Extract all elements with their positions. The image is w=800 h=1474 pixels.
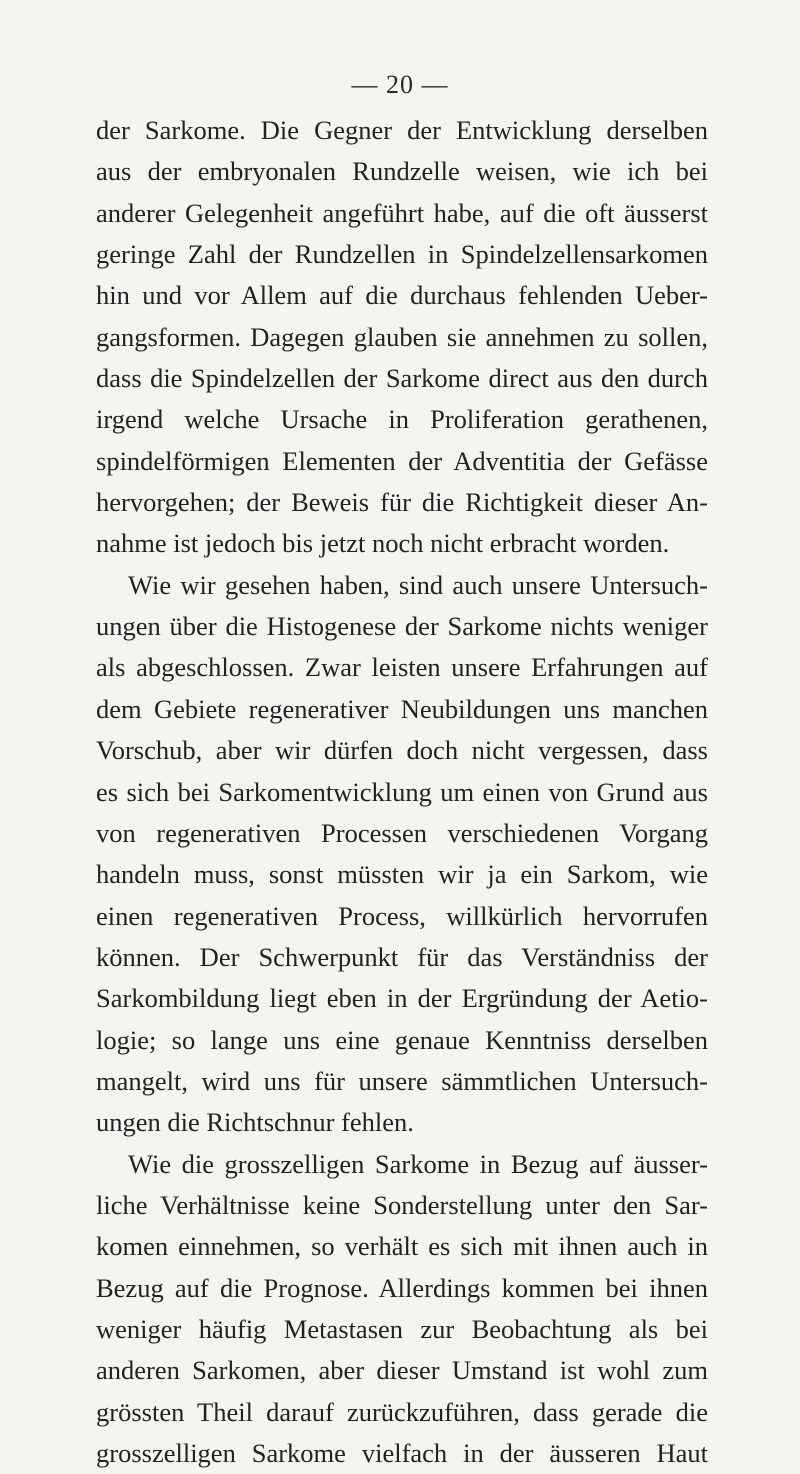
text-line: weniger häufig Metastasen zur Beobachtung als bei xyxy=(96,1313,708,1344)
text-line: spindelförmigen Elementen der Adventitia der Gefässe xyxy=(96,445,708,476)
text-line: dass die Spindelzellen der Sarkome direct aus den durch xyxy=(96,363,708,394)
text-line: ungen über die Histogenese der Sarkome nichts weniger xyxy=(96,611,708,642)
text-line: grosszelligen Sarkome vielfach in der äusseren Haut xyxy=(96,1438,708,1468)
text-line: handeln muss, sonst müssten wir ja ein Sarkom, wie xyxy=(96,859,708,890)
text-line: nahme ist jedoch bis jetzt noch nicht erbracht worden. xyxy=(96,528,670,559)
text-line: hervorgehen; der Beweis für die Richtigkeit dieser An- xyxy=(96,487,708,518)
text-line: anderen Sarkomen, aber dieser Umstand ist wohl zum xyxy=(96,1355,708,1386)
text-line: Bezug auf die Prognose. Allerdings kommen bei ihnen xyxy=(96,1272,708,1303)
text-line: einen regenerativen Process, willkürlich hervorrufen xyxy=(96,900,708,931)
text-line: können. Der Schwerpunkt für das Verständniss der xyxy=(96,941,708,972)
text-line: von regenerativen Processen verschiedenen Vorgang xyxy=(96,817,708,848)
text-line: Vorschub, aber wir dürfen doch nicht vergessen, dass xyxy=(96,735,708,766)
paragraph-start-line: Wie die grosszelligen Sarkome in Bezug auf äusser- xyxy=(128,1148,708,1179)
text-line: ungen die Richtschnur fehlen. xyxy=(96,1107,414,1138)
text-line: liche Verhältnisse keine Sonderstellung unter den Sar- xyxy=(96,1189,708,1220)
text-line: der Sarkome. Die Gegner der Entwicklung derselben xyxy=(96,115,708,145)
text-line: geringe Zahl der Rundzellen in Spindelzellensarkomen xyxy=(96,239,708,270)
text-line: anderer Gelegenheit angeführt habe, auf die oft äusserst xyxy=(96,197,708,228)
text-line: dem Gebiete regenerativer Neubildungen uns manchen xyxy=(96,693,708,724)
text-line: aus der embryonalen Rundzelle weisen, wie ich bei xyxy=(96,156,708,187)
text-line: gangsformen. Dagegen glauben sie annehmen zu sollen, xyxy=(96,321,708,352)
text-line: grössten Theil darauf zurückzuführen, dass gerade die xyxy=(96,1396,708,1427)
text-line: Sarkombildung liegt eben in der Ergründung der Aetio- xyxy=(96,983,708,1014)
page-number: — 20 — xyxy=(351,70,449,99)
paragraph-start-line: Wie wir gesehen haben, sind auch unsere Untersuch- xyxy=(128,569,708,600)
text-line: mangelt, wird uns für unsere sämmtlichen Untersuch- xyxy=(96,1065,708,1096)
text-line: irgend welche Ursache in Proliferation gerathenen, xyxy=(96,404,708,435)
body-text xyxy=(96,110,708,1474)
text-line: hin und vor Allem auf die durchaus fehlenden Ueber- xyxy=(96,280,708,311)
text-line: logie; so lange uns eine genaue Kenntniss derselben xyxy=(96,1024,708,1055)
text-line: es sich bei Sarkomentwicklung um einen von Grund aus xyxy=(96,776,708,807)
text-line: komen einnehmen, so verhält es sich mit ihnen auch in xyxy=(96,1231,708,1262)
text-line: als abgeschlossen. Zwar leisten unsere Erfahrungen auf xyxy=(96,652,708,683)
